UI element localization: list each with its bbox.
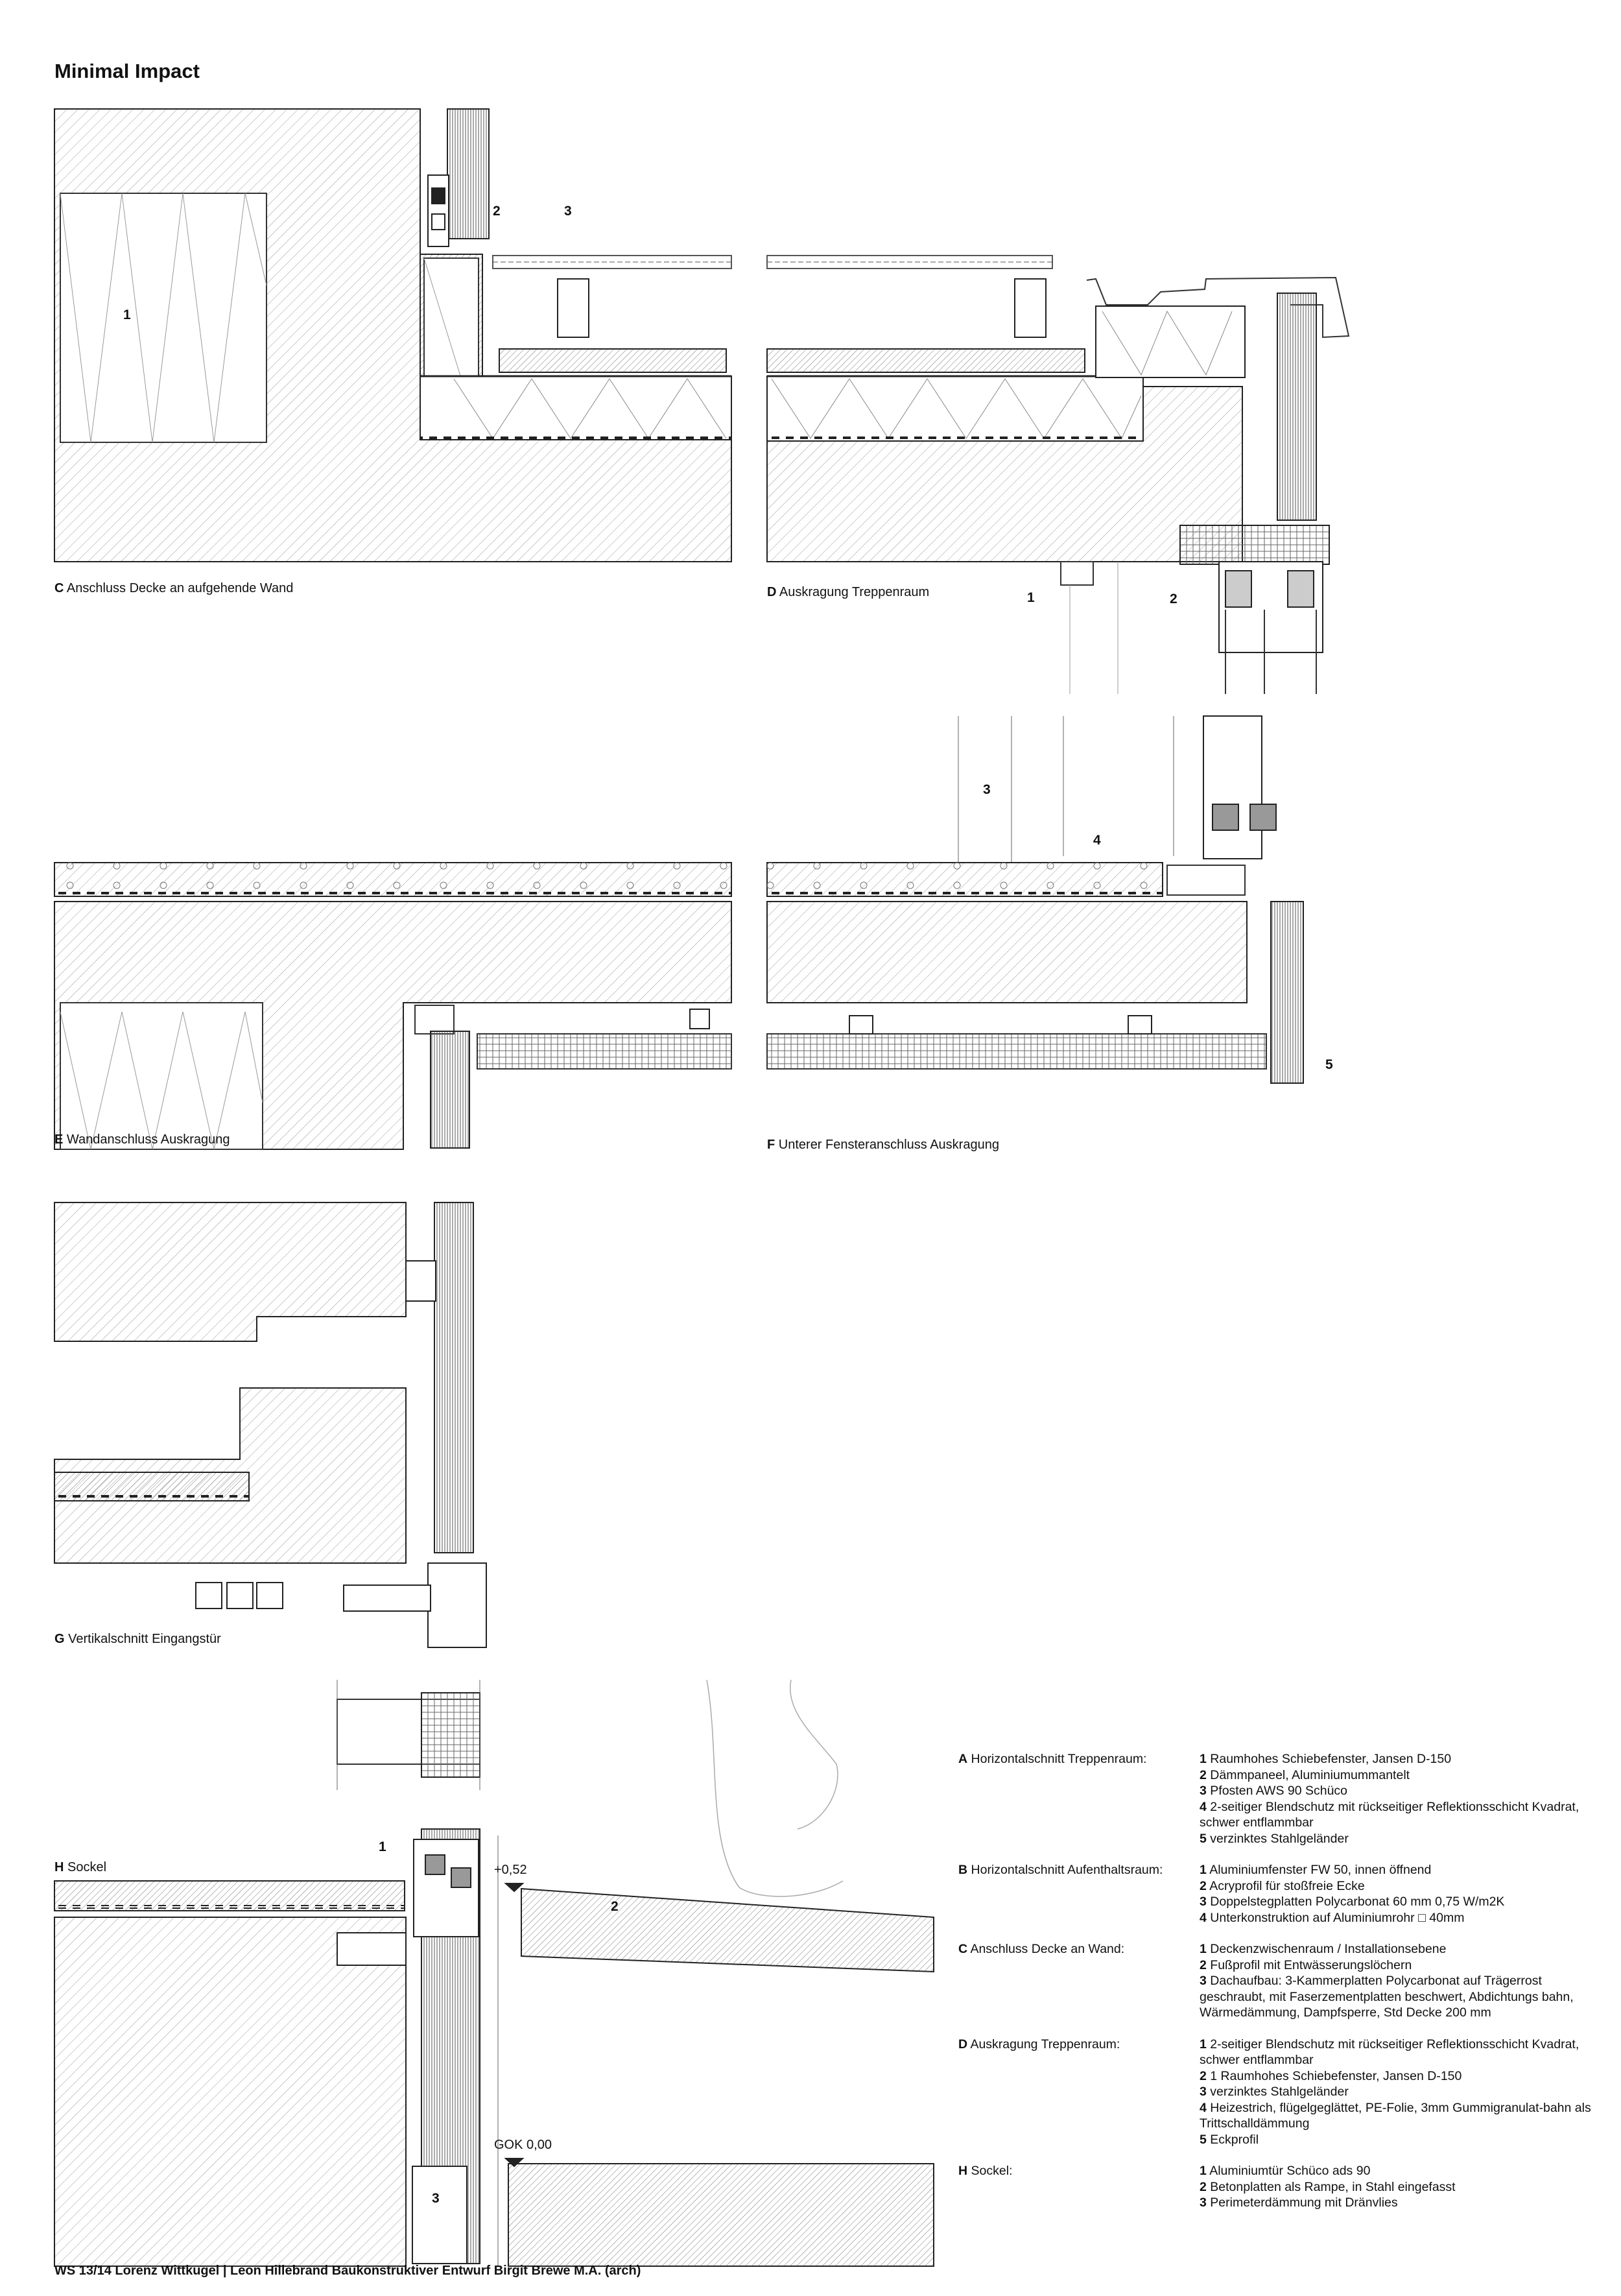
legend-item: 4 2-seitiger Blendschutz mit rückseitiger Reflektionsschicht Kvadrat, schwer entflammbar	[1200, 1799, 1580, 1830]
legend-item: 2 Betonplatten als Rampe, in Stahl eingefasst	[1200, 2179, 1456, 2194]
caption-letter: E	[54, 1132, 64, 1147]
level-mark-ground: GOK 0,00	[494, 2138, 552, 2152]
legend-item: 2 Dämmpaneel, Aluminiumummantelt	[1200, 1767, 1410, 1782]
caption-detail-g	[54, 1632, 221, 1647]
caption-letter: F	[767, 1138, 775, 1152]
legend-section-title: B Horizontalschnitt Aufenthaltsraum:	[958, 1863, 1163, 1877]
legend-section-h	[958, 2163, 1594, 2211]
callout-number: 2	[611, 1899, 619, 1914]
callout-number: 2	[1170, 592, 1177, 606]
legend-item: 3 Perimeterdämmung mit Dränvlies	[1200, 2195, 1398, 2210]
callout-number: 3	[432, 2191, 440, 2206]
callout-number: 1	[1027, 590, 1035, 605]
callout-number: 5	[1325, 1057, 1333, 1072]
detail-h-drawing	[54, 1680, 934, 2266]
caption-letter: C	[54, 581, 64, 595]
caption-letter: D	[767, 585, 777, 599]
legend-section-c	[958, 1941, 1594, 2021]
sheet-title: Minimal Impact	[54, 60, 200, 82]
legend-section-title: A Horizontalschnitt Treppenraum:	[958, 1752, 1147, 1766]
legend-item: 2 Acryprofil für stoßfreie Ecke	[1200, 1878, 1365, 1893]
caption-text: Anschluss Decke an aufgehende Wand	[66, 581, 294, 595]
legend-item: 4 Unterkonstruktion auf Aluminiumrohr □ 40mm	[1200, 1910, 1465, 1925]
callout-number: 1	[123, 307, 131, 322]
legend-item: 1 Deckenzwischenraum / Installationsebene	[1200, 1942, 1447, 1956]
legend-item: 1 Aluminiumfenster FW 50, innen öffnend	[1200, 1863, 1432, 1877]
caption-detail-f	[767, 1138, 999, 1153]
callout-number: 2	[493, 204, 501, 219]
sheet-footer: WS 13/14 Lorenz Wittkugel | Leon Hillebrand Baukonstruktiver Entwurf Birgit Brewe M.A. (arch)	[54, 2264, 641, 2278]
caption-letter: H	[54, 1860, 64, 1874]
caption-detail-e	[54, 1132, 230, 1147]
caption-detail-c	[54, 581, 293, 596]
legend-section-title: D Auskragung Treppenraum:	[958, 2037, 1120, 2051]
legend-item: 4 Heizestrich, flügelgeglättet, PE-Folie, 3mm Gummigranulat-bahn als Trittschalldämmung	[1200, 2100, 1591, 2131]
callout-number: 3	[983, 782, 991, 797]
legend-item: 1 2-seitiger Blendschutz mit rückseitiger Reflektionsschicht Kvadrat, schwer entflammbar	[1200, 2037, 1580, 2067]
caption-text: Sockel	[67, 1860, 107, 1874]
detail-c-drawing	[54, 109, 731, 562]
legend-section-title: C Anschluss Decke an Wand:	[958, 1942, 1125, 1956]
level-mark-upper: +0,52	[494, 1863, 527, 1877]
callout-number: 4	[1093, 833, 1101, 848]
caption-text: Wandanschluss Auskragung	[66, 1132, 230, 1147]
caption-text: Unterer Fensteranschluss Auskragung	[778, 1138, 999, 1152]
legend-item: 1 Aluminiumtür Schüco ads 90	[1200, 2164, 1371, 2178]
legend	[958, 1751, 1594, 2227]
legend-item: 2 Fußprofil mit Entwässerungslöchern	[1200, 1957, 1412, 1972]
detail-g-drawing	[54, 1202, 486, 1647]
legend-item: 5 Eckprofil	[1200, 2132, 1259, 2147]
detail-f-drawing	[767, 716, 1303, 1083]
callout-number: 3	[564, 204, 572, 219]
detail-e-drawing	[54, 863, 731, 1149]
legend-section-d	[958, 2037, 1594, 2148]
caption-letter: G	[54, 1632, 65, 1646]
caption-text: Auskragung Treppenraum	[779, 585, 930, 599]
legend-item: 5 verzinktes Stahlgeländer	[1200, 1831, 1349, 1846]
legend-item: 1 Raumhohes Schiebefenster, Jansen D-150	[1200, 1752, 1452, 1766]
legend-item: 2 1 Raumhohes Schiebefenster, Jansen D-150	[1200, 2068, 1462, 2083]
legend-item: 3 Pfosten AWS 90 Schüco	[1200, 1784, 1348, 1798]
legend-section-a	[958, 1751, 1594, 1847]
legend-item: 3 Dachaufbau: 3-Kammerplatten Polycarbonat auf Trägerrost geschraubt, mit Faserzementplatten beschwert, Abdichtungs bahn, Wärmedämmung, Dampfsperre, Std Decke 200 mm	[1200, 1974, 1574, 2020]
legend-item: 3 Doppelstegplatten Polycarbonat 60 mm 0,75 W/m2K	[1200, 1895, 1505, 1909]
caption-detail-h	[54, 1860, 106, 1875]
caption-detail-d	[767, 585, 929, 600]
detail-d-drawing	[767, 256, 1349, 694]
callout-number: 1	[379, 1839, 386, 1854]
legend-item: 3 verzinktes Stahlgeländer	[1200, 2085, 1349, 2099]
caption-text: Vertikalschnitt Eingangstür	[68, 1632, 221, 1646]
legend-section-title: H Sockel:	[958, 2164, 1013, 2178]
legend-section-b	[958, 1862, 1594, 1926]
